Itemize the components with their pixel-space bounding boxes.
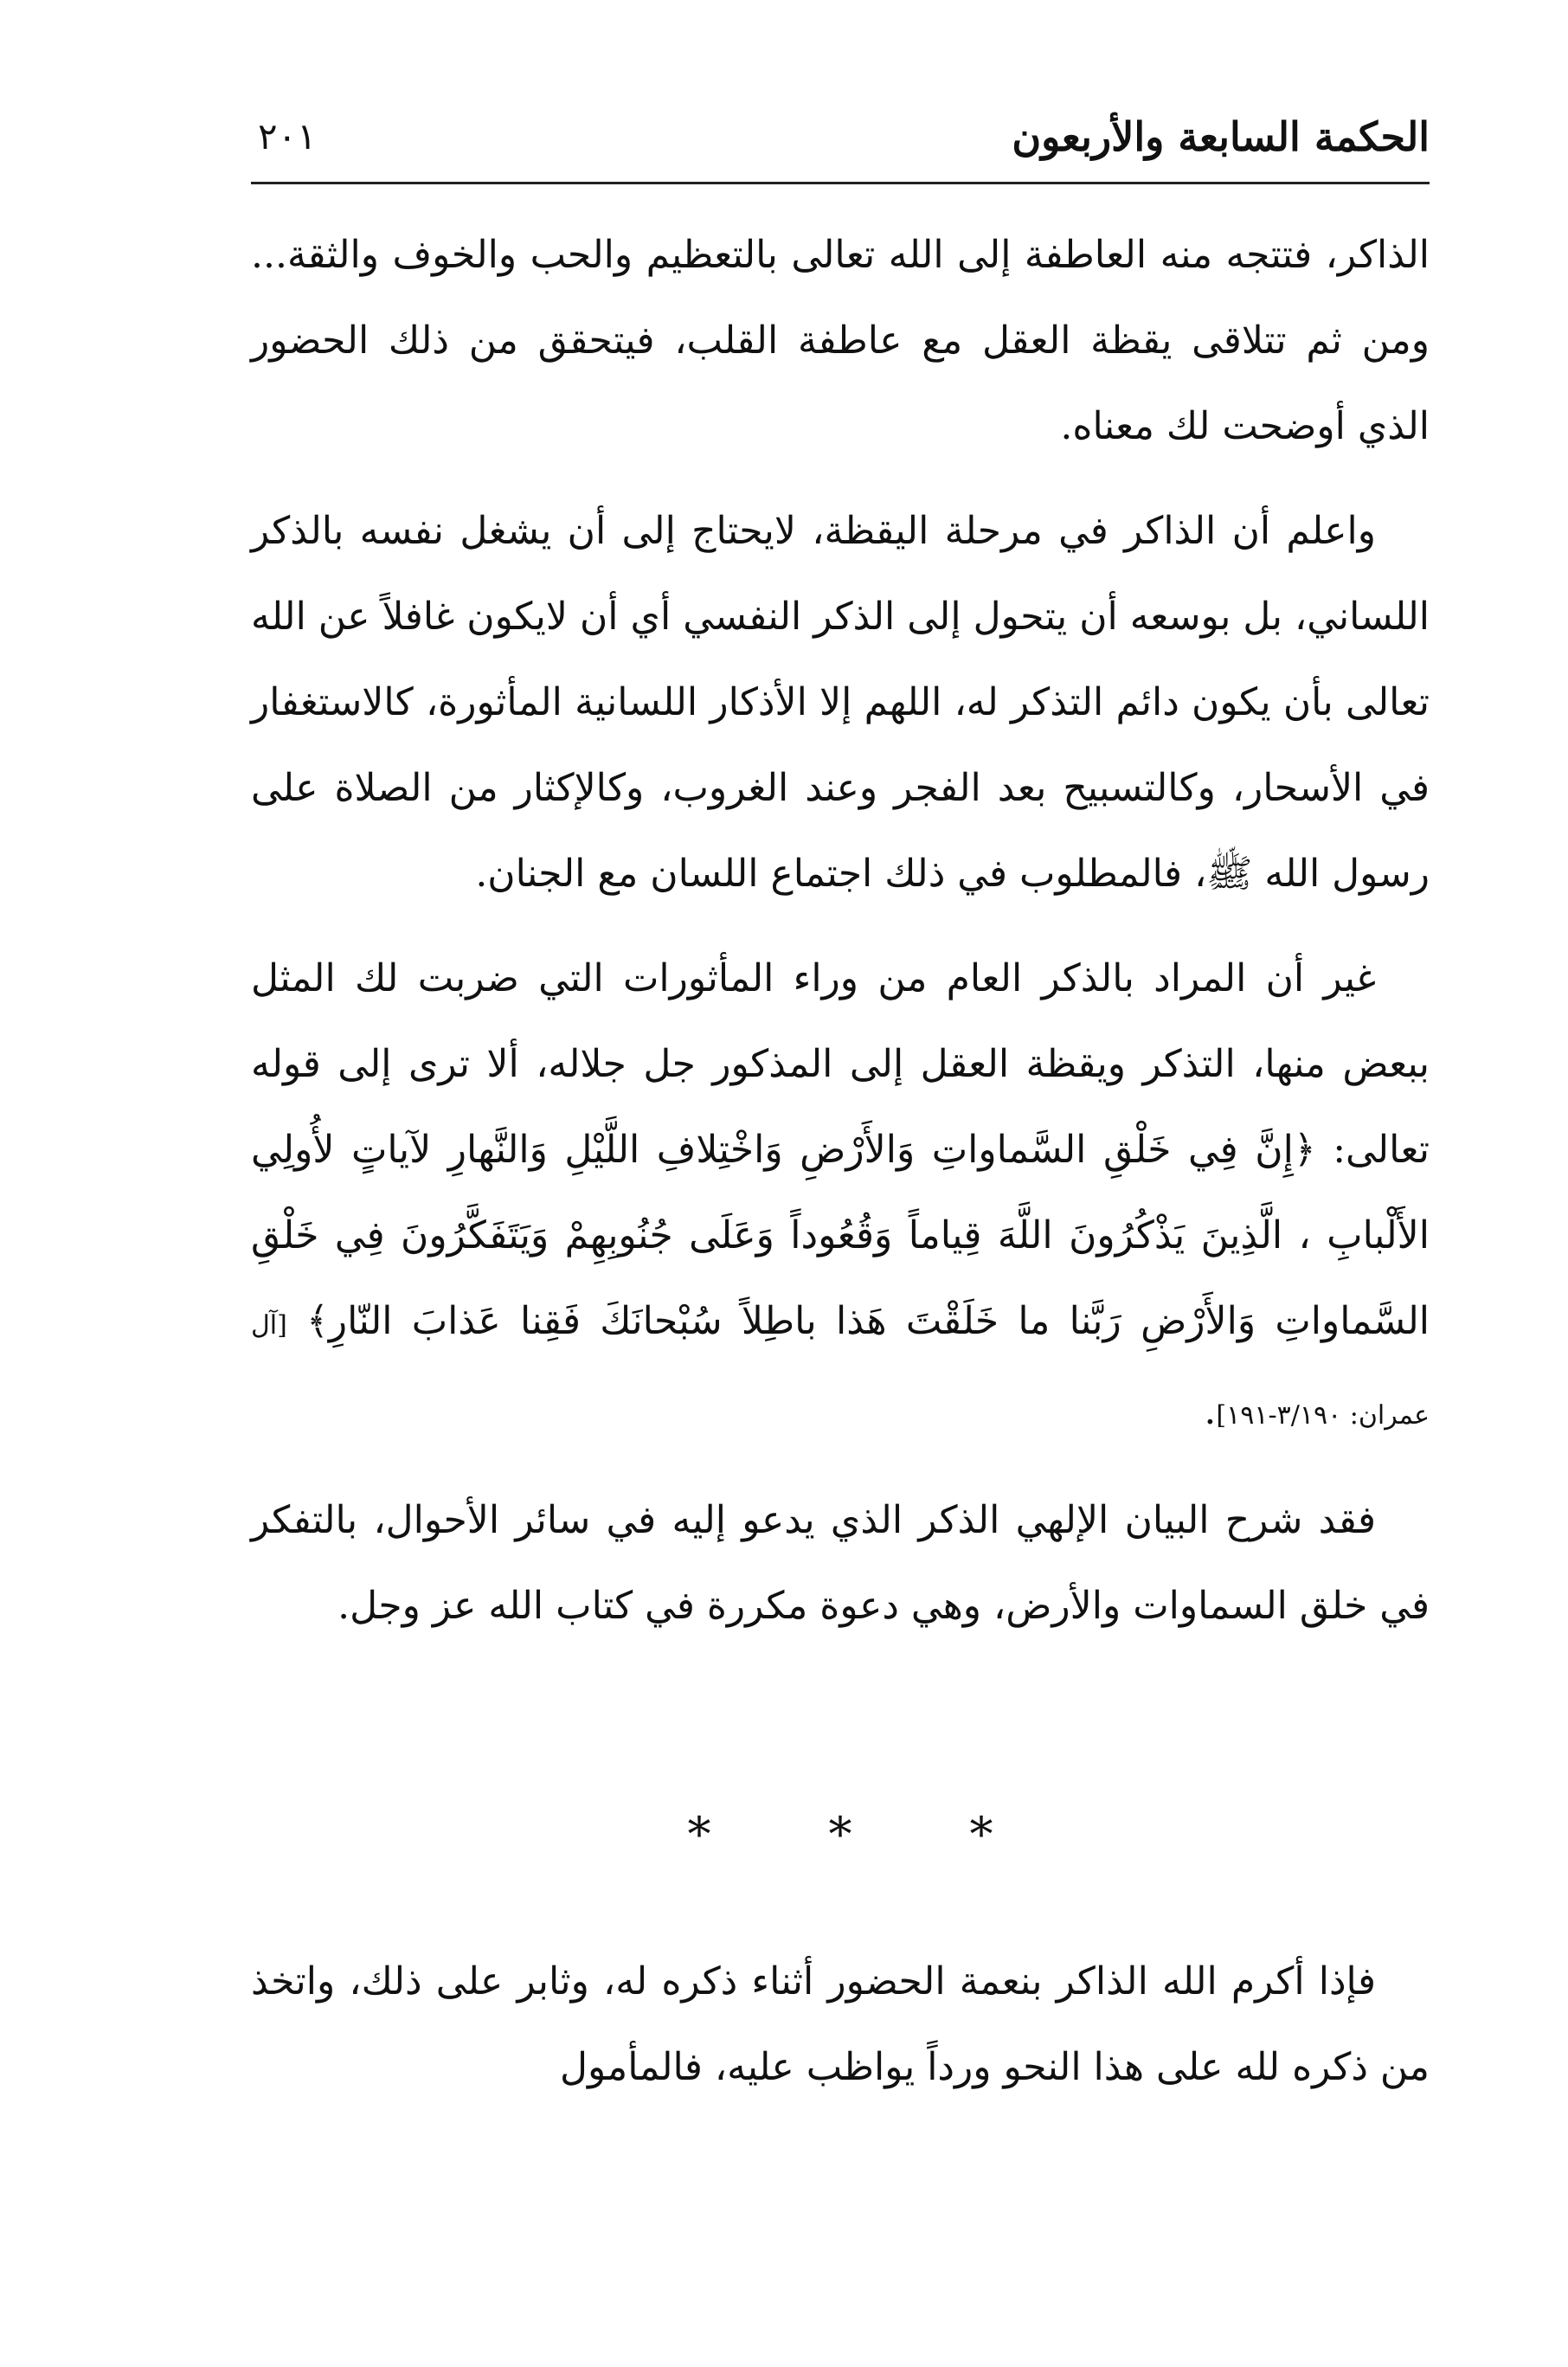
quran-citation: [آل عمران: ٣/١٩٠-١٩١]: [251, 1310, 1430, 1431]
separator-star: *: [969, 1807, 993, 1862]
separator-star: *: [828, 1807, 852, 1862]
page-number: ٢٠١: [258, 115, 317, 158]
running-title: الحكمة السابعة والأربعون: [1012, 113, 1430, 160]
citation-end-punctuation: .: [1204, 1389, 1217, 1433]
paragraph-3-intro: غير أن المراد بالذكر العام من وراء المأثورات التي ضربت لك المثل ببعض منها، التذكر ويقظة العقل إلى المذكور جل جلاله، ألا ترى إلى قوله تعالى:: [251, 956, 1430, 1172]
paragraph-2: واعلم أن الذاكر في مرحلة اليقظة، لايحتاج إلى أن يشغل نفسه بالذكر اللساني، بل بوسعه أن يتحول إلى الذكر النفسي أي أن لايكون غافلاً عن الله تعالى بأن يكون دائم التذكر له، اللهم إلا الأذكار اللسانية المأثورة، كالاستغفار في الأسحار، وكالتسبيح بعد الفجر وعند الغروب، وكالإكثار من الصلاة على رسول الله ﷺ، فالمطلوب في ذلك اجتماع اللسان مع الجنان.: [251, 509, 1430, 896]
paragraph-3: [251, 936, 1430, 1458]
paragraph-4: فقد شرح البيان الإلهي الذكر الذي يدعو إليه في سائر الأحوال، بالتفكر في خلق السماوات والأرض، وهي دعوة مكررة في كتاب الله عز وجل.: [251, 1498, 1430, 1628]
page-header: [251, 102, 1430, 182]
section-separator: [251, 1800, 1430, 1869]
main-text: [251, 212, 1430, 1668]
paragraph-1: الذاكر، فتتجه منه العاطفة إلى الله تعالى بالتعظيم والحب والخوف والثقة... ومن ثم تتلاقى يقظة العقل مع عاطفة القلب، فيتحقق من ذلك الحضور الذي أوضحت لك معناه.: [251, 233, 1430, 448]
header-divider: [251, 182, 1430, 184]
closing-paragraph: فإذا أكرم الله الذاكر بنعمة الحضور أثناء ذكره له، وثابر على ذلك، واتخذ من ذكره لله على هذا النحو ورداً يواظب عليه، فالمأمول: [251, 1959, 1430, 2089]
closing-text: [251, 1939, 1430, 2129]
quran-verse: ﴿إِنَّ فِي خَلْقِ السَّماواتِ وَالأَرْضِ وَاخْتِلافِ اللَّيْلِ وَالنَّهارِ لآياتٍ لأُولِي الأَلْبابِ ، الَّذِينَ يَذْكُرُونَ اللَّهَ قِياماً وَقُعُوداً وَعَلَى جُنُوبِهِمْ وَيَتَفَكَّرُونَ فِي خَلْقِ السَّماواتِ وَالأَرْضِ رَبَّنا ما خَلَقْتَ هَذا باطِلاً سُبْحانَكَ فَقِنا عَذابَ النّارِ﴾: [251, 1128, 1430, 1343]
separator-star: *: [687, 1807, 711, 1862]
